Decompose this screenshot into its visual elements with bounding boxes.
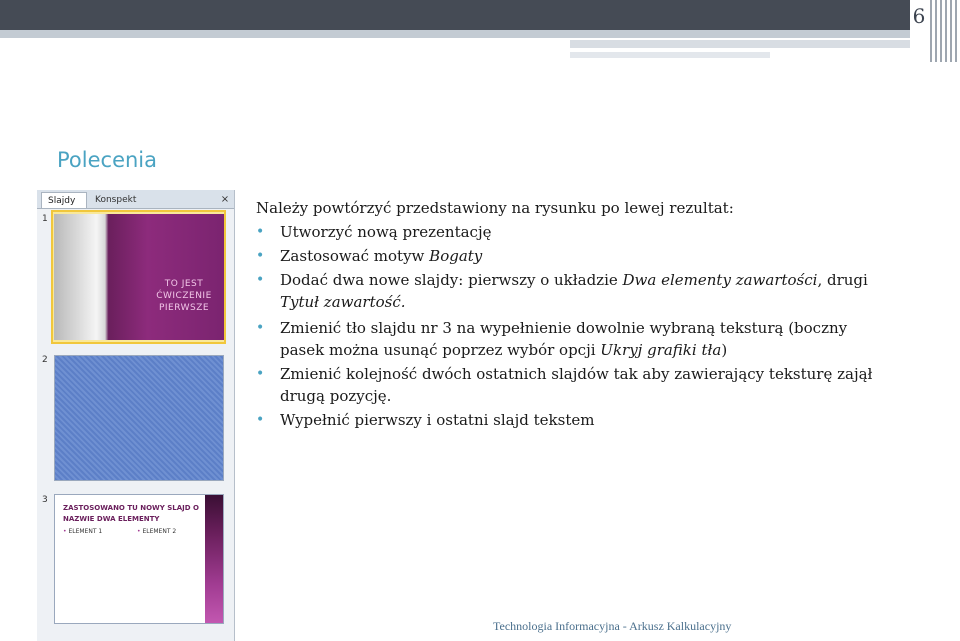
close-icon[interactable]: ×: [220, 194, 230, 205]
slide-number: 6: [912, 4, 926, 28]
intro-text: Należy powtórzyć przedstawiony na rysunku po lewej rezultat:: [256, 199, 734, 217]
thumbnail-element: • ELEMENT 2: [137, 528, 177, 535]
thumbnail-title: TO JEST ĆWICZENIE PIERWSZE: [156, 279, 212, 313]
slide-thumbnail-3[interactable]: [54, 494, 224, 624]
thumbnail-title: ZASTOSOWANO TU NOWY SLAJD O NAZWIE DWA ELEMENTY: [63, 504, 199, 523]
thumbnail-element: • ELEMENT 1: [63, 528, 103, 535]
corner-decoration: [930, 0, 960, 62]
list-item: • Zmienić kolejność dwóch ostatnich slajdów tak aby zawierający teksturę zajął drugą pozycję.: [256, 363, 896, 407]
slide-slot-number: 1: [42, 214, 48, 224]
slide-thumbnail-2[interactable]: [54, 355, 224, 481]
tab-outline[interactable]: Konspekt: [95, 195, 137, 205]
header-bar: [0, 0, 960, 30]
slide-slot-number: 2: [42, 355, 48, 365]
footer-text: Technologia Informacyjna - Arkusz Kalkulacyjny: [493, 619, 732, 633]
slide-thumbnail-1[interactable]: [54, 214, 224, 340]
instruction-list: [256, 221, 896, 431]
list-item: • Wypełnić pierwszy i ostatni slajd tekstem: [256, 409, 896, 431]
list-item: • Utworzyć nową prezentację: [256, 221, 896, 243]
list-item: • Zastosować motyw Bogaty: [256, 245, 896, 267]
thumbnail-side-bar: [205, 495, 223, 623]
header-strip-tertiary: [570, 52, 770, 58]
panel-tabs: [37, 190, 234, 209]
slides-panel: [37, 190, 235, 641]
list-item: • Dodać dwa nowe slajdy: pierwszy o układzie Dwa elementy zawartości, drugi Tytuł zawartość.: [256, 269, 896, 313]
list-item: • Zmienić tło slajdu nr 3 na wypełnienie dowolnie wybraną teksturą (boczny pasek można usunąć poprzez wybór opcji Ukryj grafiki tła): [256, 317, 896, 361]
header-strip-secondary: [570, 40, 930, 48]
instructions: [256, 197, 896, 433]
header-strip: [0, 30, 930, 38]
page-title: Polecenia: [57, 148, 157, 172]
tab-slides[interactable]: Slajdy: [41, 192, 87, 208]
slide-slot-number: 3: [42, 495, 48, 505]
